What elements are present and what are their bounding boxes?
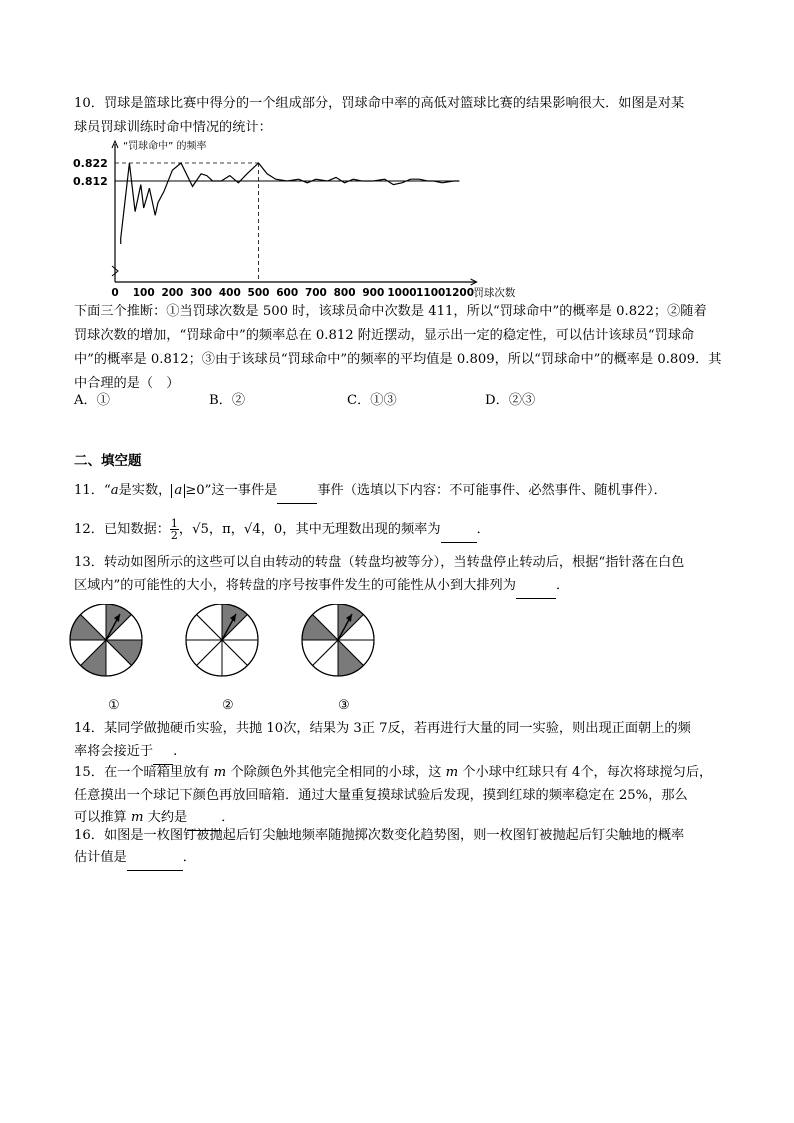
wheel-label-3: ③	[338, 698, 350, 713]
fraction-denominator: 2	[170, 529, 178, 542]
x-tick-label: 200	[161, 287, 184, 299]
q16-end: ．	[182, 850, 196, 865]
wheel-2	[186, 604, 258, 676]
x-tick-label: 900	[362, 287, 385, 299]
x-tick-label: 500	[247, 287, 270, 299]
q11-pre: 11．“	[74, 483, 111, 498]
option-letter: B．	[209, 393, 232, 408]
spinner-wheels	[66, 604, 396, 684]
free-throw-frequency-chart	[70, 136, 530, 304]
q11-answer-blank[interactable]	[277, 479, 317, 504]
q15-var-m: m	[213, 765, 227, 780]
q11-post: 事件（选填以下内容：不可能事件、必然事件、随机事件）．	[317, 483, 667, 498]
q15-line3-post: 大约是	[143, 810, 188, 825]
q10-text-line3: 中”的概率是 0.812；③由于该球员“罚球命中”的频率的平均值是 0.809，所以“罚球命中”的概率是 0.809．其	[74, 352, 722, 367]
x-tick-label: 0	[111, 287, 119, 299]
wheel-3	[302, 604, 374, 676]
q12-answer-blank[interactable]	[441, 518, 477, 543]
x-tick-label: 400	[218, 287, 241, 299]
q15-end: ．	[221, 810, 235, 825]
x-tick-label: 1100	[416, 287, 446, 299]
y-tick-label: 0.812	[73, 175, 108, 188]
section-title: 二、填空题	[74, 453, 142, 469]
q12-rest: ，√5，π，√4，0，其中无理数出现的频率为	[178, 522, 441, 537]
q15-post: 个小球中红球只有 4个，每次将球搅匀后，	[458, 765, 713, 780]
x-axis-label: 罚球次数	[473, 287, 516, 299]
q12-pre: 12．已知数据：	[74, 522, 170, 537]
q15-pre: 15．在一个暗箱里放有	[74, 765, 214, 780]
q15-line3-pre: 可以推算	[74, 810, 131, 825]
q10-option-a	[74, 389, 110, 408]
q10-text-line2: 罚球次数的增加，“罚球命中”的频率总在 0.812 附近摆动，显示出一定的稳定性，可以估计该球员“罚球命	[74, 328, 695, 343]
q12-end: ．	[476, 522, 490, 537]
x-tick-label: 800	[333, 287, 356, 299]
option-value: ①③	[370, 393, 397, 408]
q15-var-m-2: m	[445, 765, 459, 780]
y-axis-label: “罚球命中” 的频率	[123, 141, 207, 152]
x-tick-label: 1200	[444, 287, 475, 299]
option-letter: D．	[485, 393, 509, 408]
q13-line2-text: 区域内”的可能性的大小，将转盘的序号按事件发生的可能性从小到大排列为	[74, 578, 516, 593]
q16-line2-text: 估计值是	[74, 850, 127, 865]
q14-end: .	[173, 744, 178, 759]
y-tick-label: 0.822	[73, 157, 108, 170]
q10-stem-line2: 球员罚球训练时命中情况的统计：	[74, 120, 272, 135]
q13-line2	[74, 574, 724, 599]
q15-var-m-3: m	[130, 810, 144, 825]
q13-end: ．	[555, 578, 570, 593]
q15-line1	[74, 761, 724, 785]
q10-option-d	[485, 389, 535, 408]
q14-line1: 14．某同学做抛硬币实验，共抛 10次，结果为 3正 7反，若再进行大量的同一实验，则出现正面朝上的频	[74, 721, 691, 736]
q10-option-c	[347, 389, 397, 408]
x-tick-label: 700	[304, 287, 327, 299]
option-value: ②③	[508, 393, 536, 408]
q10-stem-line1: 10．罚球是篮球比赛中得分的一个组成部分，罚球命中率的高低对篮球比赛的结果影响很大．如图是对某	[74, 96, 685, 111]
q12	[74, 518, 724, 543]
option-value: ①	[96, 393, 110, 408]
q11-rel: ≥0”这一事件是	[185, 483, 278, 498]
option-letter: C．	[347, 393, 371, 408]
wheel-1	[70, 604, 142, 676]
x-tick-label: 1000	[387, 287, 417, 299]
q11-var-a: a	[110, 483, 119, 498]
q15-mid: 个除颜色外其他完全相同的小球，这	[226, 765, 446, 780]
wheel-label-1: ①	[108, 698, 120, 713]
frequency-series-line	[121, 163, 460, 244]
q11-mid: 是实数，	[118, 483, 172, 498]
q11	[74, 479, 724, 504]
x-tick-label: 100	[132, 287, 155, 299]
q13-line1: 13．转动如图所示的这些可以自由转动的转盘（转盘均被等分），当转盘停止转动后，根据“指针落在白色	[74, 555, 685, 570]
x-tick-label: 600	[276, 287, 299, 299]
x-tick-label: 300	[190, 287, 213, 299]
q12-fraction	[170, 518, 179, 541]
q16-line1: 16．如图是一枚图钉被抛起后钉尖触地频率随抛掷次数变化趋势图，则一枚图钉被抛起后钉尖触地的概率	[74, 828, 685, 843]
wheel-label-2: ②	[222, 698, 234, 713]
q14-line2-text: 率将会接近于	[74, 744, 154, 759]
option-letter: A．	[74, 393, 97, 408]
q13-answer-blank[interactable]	[516, 574, 556, 599]
q10-text-line1: 下面三个推断：①当罚球次数是 500 时，该球员命中次数是 411，所以“罚球命中”的概率是 0.822；②随着	[74, 304, 707, 319]
q16-line2	[74, 846, 724, 871]
q11-abs-a: a	[171, 484, 185, 498]
option-value: ②	[231, 393, 246, 408]
q15-line2: 任意摸出一个球记下颜色再放回暗箱．通过大量重复摸球试验后发现，摸到红球的频率稳定在 25%，那么	[74, 788, 688, 803]
q16-answer-blank[interactable]	[127, 846, 183, 871]
q10-option-b	[209, 389, 245, 408]
fraction-numerator: 1	[170, 517, 178, 530]
q10-text-line4: 中合理的是（ ）	[74, 376, 180, 391]
